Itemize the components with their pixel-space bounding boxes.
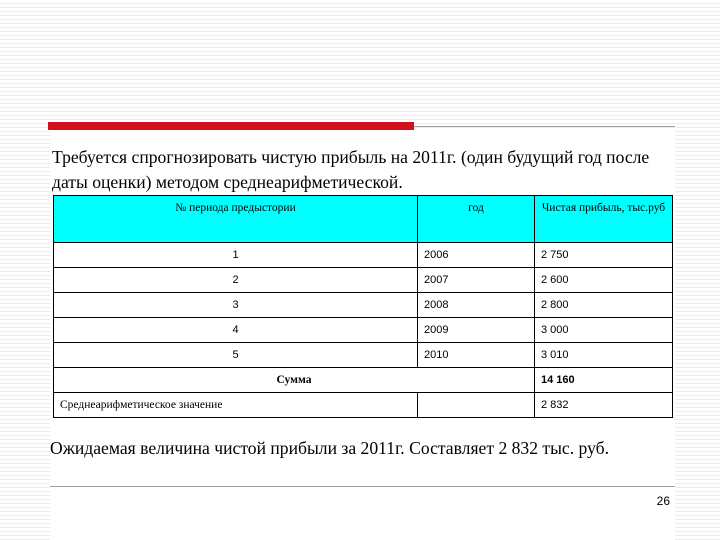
- period-cell: 5: [54, 343, 418, 368]
- header-period: № периода предыстории: [54, 196, 418, 243]
- sum-value: 14 160: [535, 368, 673, 393]
- table-row: [54, 293, 673, 318]
- top-rule: [414, 126, 675, 127]
- average-empty-cell: [418, 393, 535, 418]
- intro-text: Требуется спрогнозировать чистую прибыль на 2011г. (один будущий год после даты оценки) методом среднеарифметической.: [52, 147, 650, 192]
- period-cell: 4: [54, 318, 418, 343]
- year-cell: 2008: [418, 293, 535, 318]
- period-cell: 3: [54, 293, 418, 318]
- bottom-rule: [50, 486, 675, 487]
- year-cell: 2009: [418, 318, 535, 343]
- sum-label: Сумма: [54, 368, 535, 393]
- sum-row: [54, 368, 673, 393]
- table-row: [54, 318, 673, 343]
- profit-cell: 2 800: [535, 293, 673, 318]
- page-number: 26: [656, 494, 670, 508]
- header-year: год: [418, 196, 535, 243]
- header-profit: Чистая прибыль, тыс.руб: [535, 196, 673, 243]
- profit-cell: 2 600: [535, 268, 673, 293]
- profit-cell: 3 000: [535, 318, 673, 343]
- table-row: [54, 243, 673, 268]
- period-cell: 2: [54, 268, 418, 293]
- average-row: [54, 393, 673, 418]
- year-cell: 2010: [418, 343, 535, 368]
- profit-table: [53, 195, 673, 418]
- average-value: 2 832: [535, 393, 673, 418]
- period-cell: 1: [54, 243, 418, 268]
- conclusion-text: Ожидаемая величина чистой прибыли за 2011г. Составляет 2 832 тыс. руб.: [50, 438, 610, 458]
- profit-cell: 3 010: [535, 343, 673, 368]
- table-header-row: [54, 196, 673, 243]
- year-cell: 2006: [418, 243, 535, 268]
- accent-bar: [48, 122, 414, 130]
- year-cell: 2007: [418, 268, 535, 293]
- average-label: Среднеарифметическое значение: [54, 393, 418, 418]
- profit-cell: 2 750: [535, 243, 673, 268]
- table-row: [54, 343, 673, 368]
- table-row: [54, 268, 673, 293]
